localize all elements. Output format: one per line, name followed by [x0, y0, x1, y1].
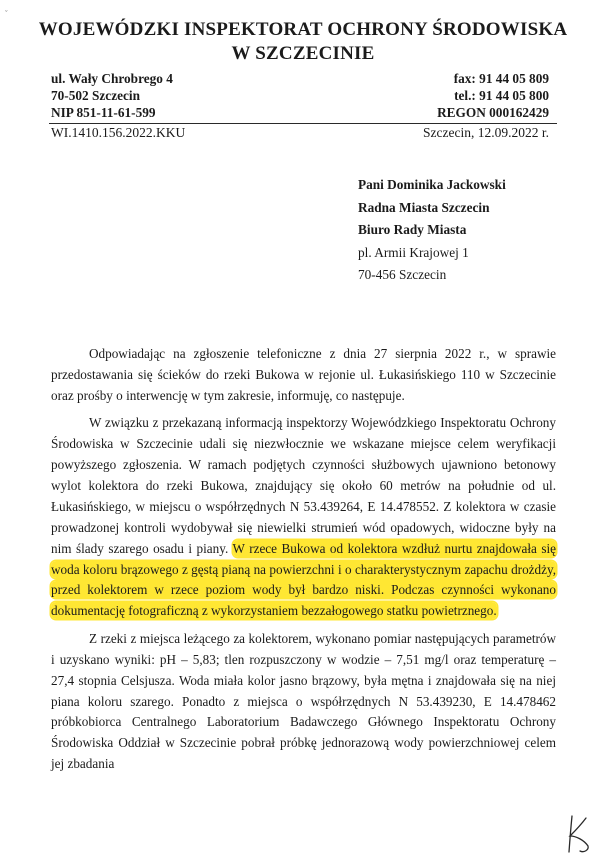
recipient-postal-city: 70-456 Szczecin: [358, 267, 447, 282]
recipient-street: pl. Armii Krajowej 1: [358, 244, 469, 260]
paragraph-1: Odpowiadając na zgłoszenie telefoniczne z dnia 27 sierpnia 2022 r., w sprawie przedostawania się ścieków do rzeki Bukowa w rejonie ul. Łukasińskiego 110 w Szczecinie oraz prośby o interwencję w tym zakresie, informuję, co następuje.: [51, 346, 556, 403]
handwritten-initial-icon: [562, 812, 598, 856]
header-divider: [49, 123, 557, 124]
paragraph-2: [51, 413, 556, 622]
address-postal: 70-502 Szczecin: [51, 88, 140, 103]
nip-number: NIP 851-11-61-599: [51, 105, 156, 120]
fax-number: fax: 91 44 05 809: [453, 71, 549, 86]
recipient-block: [358, 174, 506, 287]
place-and-date: Szczecin, 12.09.2022 r.: [423, 125, 549, 140]
margin-tick-icon: ˇ: [5, 9, 8, 18]
highlighted-text: W rzece Bukowa od kolektora wzdłuż nurtu znajdowała się woda koloru brązowego z gęstą pianą na powierzchni i o charakterystycznym zapachu drożdży, przed kolektorem w rzece poziom wody był bardzo niski. Podczas czynności wykonano dokumentację fotograficzną z wykorzystaniem bezzałogowego statku powietrznego.: [51, 540, 556, 619]
paragraph-3: Z rzeki z miejsca leżącego za kolektorem, wykonano pomiar następujących parametrów i uzyskano wyniki: pH – 5,83; tlen rozpuszczony w wodzie – 7,51 mg/l oraz temperaturę – 27,4 stopnia Celsjusza. Woda miała kolor jasno brązowy, była mętna i znajdowała się na niej piana koloru szarego. Ponadto z miejsca o współrzędnych N 53.439230, E 14.478462 próbkobiorca Centralnego Laboratorium Badawczego Głównego Inspektoratu Ochrony Środowiska Oddział w Szczecinie pobrał próbkę jednorazową wody powierzchniowej celem jej zbadania: [51, 630, 556, 772]
recipient-office: Biuro Rady Miasta: [358, 222, 467, 237]
case-reference: WI.1410.156.2022.KKU: [51, 125, 186, 140]
institution-title-line1: WOJEWÓDZKI INSPEKTORAT OCHRONY ŚRODOWISKA: [38, 19, 568, 40]
regon-number: REGON 000162429: [437, 105, 549, 120]
address-block: [51, 70, 173, 121]
recipient-name: Pani Dominika Jackowski: [358, 177, 506, 192]
tel-number: tel.: 91 44 05 800: [454, 88, 549, 103]
address-street: ul. Wały Chrobrego 4: [51, 71, 173, 86]
recipient-position: Radna Miasta Szczecin: [358, 199, 490, 215]
institution-title-line2: W SZCZECINIE: [231, 43, 375, 64]
contact-block: [437, 70, 549, 121]
paragraph-2-text: W związku z przekazaną informacją inspektorzy Wojewódzkiego Inspektoratu Ochrony Środowiska w Szczecinie udali się niezwłocznie we wskazane miejsce celem weryfikacji powyższego zgłoszenia. W ramach podjętych czynności służbowych ujawniono betonowy wylot kolektora do rzeki Bukowa, znajdujący się około 60 metrów na południe od ul. Łukasińskiego, w miejscu o współrzędnych N 53.439264, E 14.478552. Z kolektora w czasie prowadzonej kontroli wydobywał się niewielki strumień wód opadowych, widoczne były na nim ślady szarego osadu i piany.: [51, 415, 556, 556]
letter-body: [51, 344, 556, 782]
